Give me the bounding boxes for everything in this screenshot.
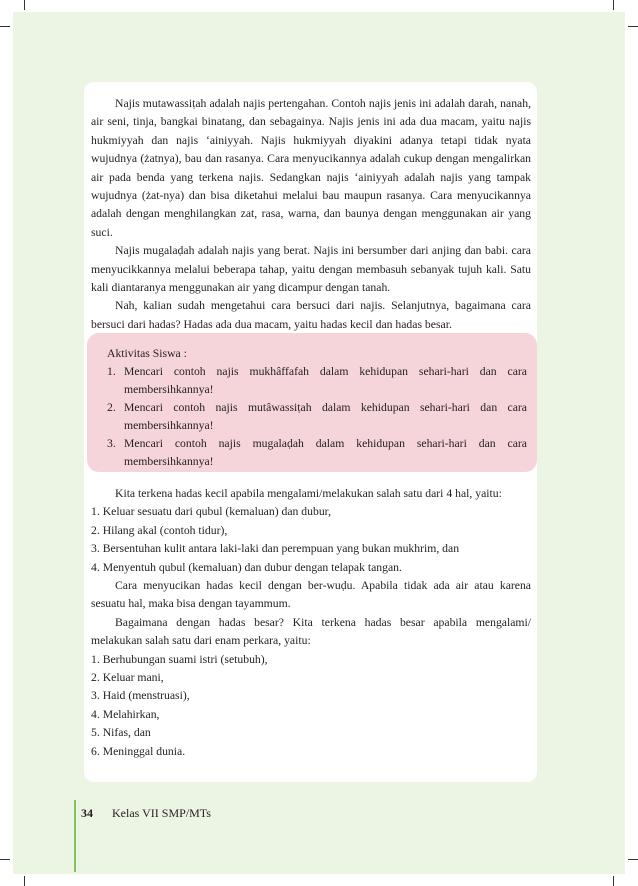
activity-item-text: Mencari contoh najis mutâwassiṭah dalam kehidupan sehari-hari dan cara membersihkannya! (124, 401, 527, 432)
hadas-kecil-item: 3. Bersentuhan kulit antara laki-laki dan perempuan yang bukan mukhrim, dan (91, 542, 460, 556)
crop-mark (628, 26, 638, 27)
hadas-kecil-item: 1. Keluar sesuatu dari qubul (kemaluan) dan dubur, (91, 505, 332, 519)
activity-item-number: 3. (107, 437, 116, 450)
hadas-besar-item: 1. Berhubungan suami istri (setubuh), (91, 652, 268, 666)
crop-mark (613, 876, 614, 886)
page-number: 34 (81, 806, 93, 820)
activity-list (107, 363, 527, 471)
crop-mark (24, 876, 25, 886)
crop-mark (613, 0, 614, 10)
hadas-besar-item: 5. Nifas, dan (91, 726, 151, 740)
activity-item-number: 1. (107, 365, 116, 378)
activity-item-text: Mencari contoh najis mukhâffafah dalam kehidupan sehari-hari dan cara membersihkannya! (124, 365, 527, 396)
hadas-besar-item: 6. Meninggal dunia. (91, 744, 186, 758)
crop-mark (24, 0, 25, 10)
paragraph-hadas-intro: Nah, kalian sudah mengetahui cara bersuci dari najis. Selanjutnya, bagaimana cara bersuci dari hadas? Hadas ada dua macam, yaitu hadas kecil dan hadas besar. (91, 299, 531, 331)
najis-section (91, 95, 531, 334)
crop-mark (0, 859, 10, 860)
hadas-besar-item: 3. Haid (menstruasi), (91, 689, 190, 703)
activity-title: Aktivitas Siswa : (107, 347, 187, 360)
footer-rule (74, 800, 76, 872)
crop-mark (628, 859, 638, 860)
paragraph-najis-mutawassitah: Najis mutawassiṭah adalah najis pertengahan. Contoh najis jenis ini adalah darah, nanah, air seni, tinja, bangkai binatang, dan sebagainya. Najis jenis ini ada dua macam, yaitu najis hukmiyyah dan najis ‘ainiyyah. Najis hukmiyyah diyakini adanya tetapi tidak nyata wujudnya (żatnya), bau dan rasanya. Cara menyucikannya adalah cukup dengan mengalirkan air pada benda yang terkena najis. Sedangkan najis ‘ainiyyah adalah najis yang tampak wujudnya (żat-nya) dan bisa diketahui melalui bau maupun rasanya. Cara menyucikannya adalah dengan menghilangkan zat, rasa, warna, dan baunya dengan menggunakan air yang suci. (91, 97, 531, 239)
activity-item (107, 363, 527, 399)
book-title: Kelas VII SMP/MTs (112, 806, 211, 820)
hadas-besar-item: 4. Melahirkan, (91, 707, 160, 721)
hadas-kecil-item: 4. Menyentuh qubul (kemaluan) dan dubur dengan telapak tangan. (91, 560, 402, 574)
activity-item-text: Mencari contoh najis mugalaḍah dalam kehidupan sehari-hari dan cara membersihkannya! (124, 437, 527, 468)
crop-mark (0, 26, 10, 27)
paragraph-najis-mugaladah: Najis mugalaḍah adalah najis yang berat. Najis ini bersumber dari anjing dan babi. cara menyucikkannya melalui beberapa tahap, yaitu dengan membasuh sebanyak tujuh kali. Satu kali diantaranya menggunakan air yang dicampur dengan tanah. (91, 244, 531, 295)
activity-item (107, 435, 527, 471)
hadas-kecil-intro: Kita terkena hadas kecil apabila mengalami/melakukan salah satu dari 4 hal, yaitu: (115, 487, 502, 500)
hadas-kecil-closing: Cara menyucikan hadas kecil dengan ber-wuḍu. Apabila tidak ada air atau karena sesuatu hal, maka bisa dengan tayammum. (91, 579, 531, 611)
hadas-besar-item: 2. Keluar mani, (91, 671, 164, 685)
hadas-kecil-item: 2. Hilang akal (contoh tidur), (91, 523, 228, 537)
activity-item-number: 2. (107, 401, 116, 414)
activity-item (107, 399, 527, 435)
hadas-section (91, 485, 531, 761)
hadas-besar-intro: Bagaimana dengan hadas besar? Kita terkena hadas besar apabila mengalami/ melakukan salah satu dari enam perkara, yaitu: (91, 615, 531, 648)
